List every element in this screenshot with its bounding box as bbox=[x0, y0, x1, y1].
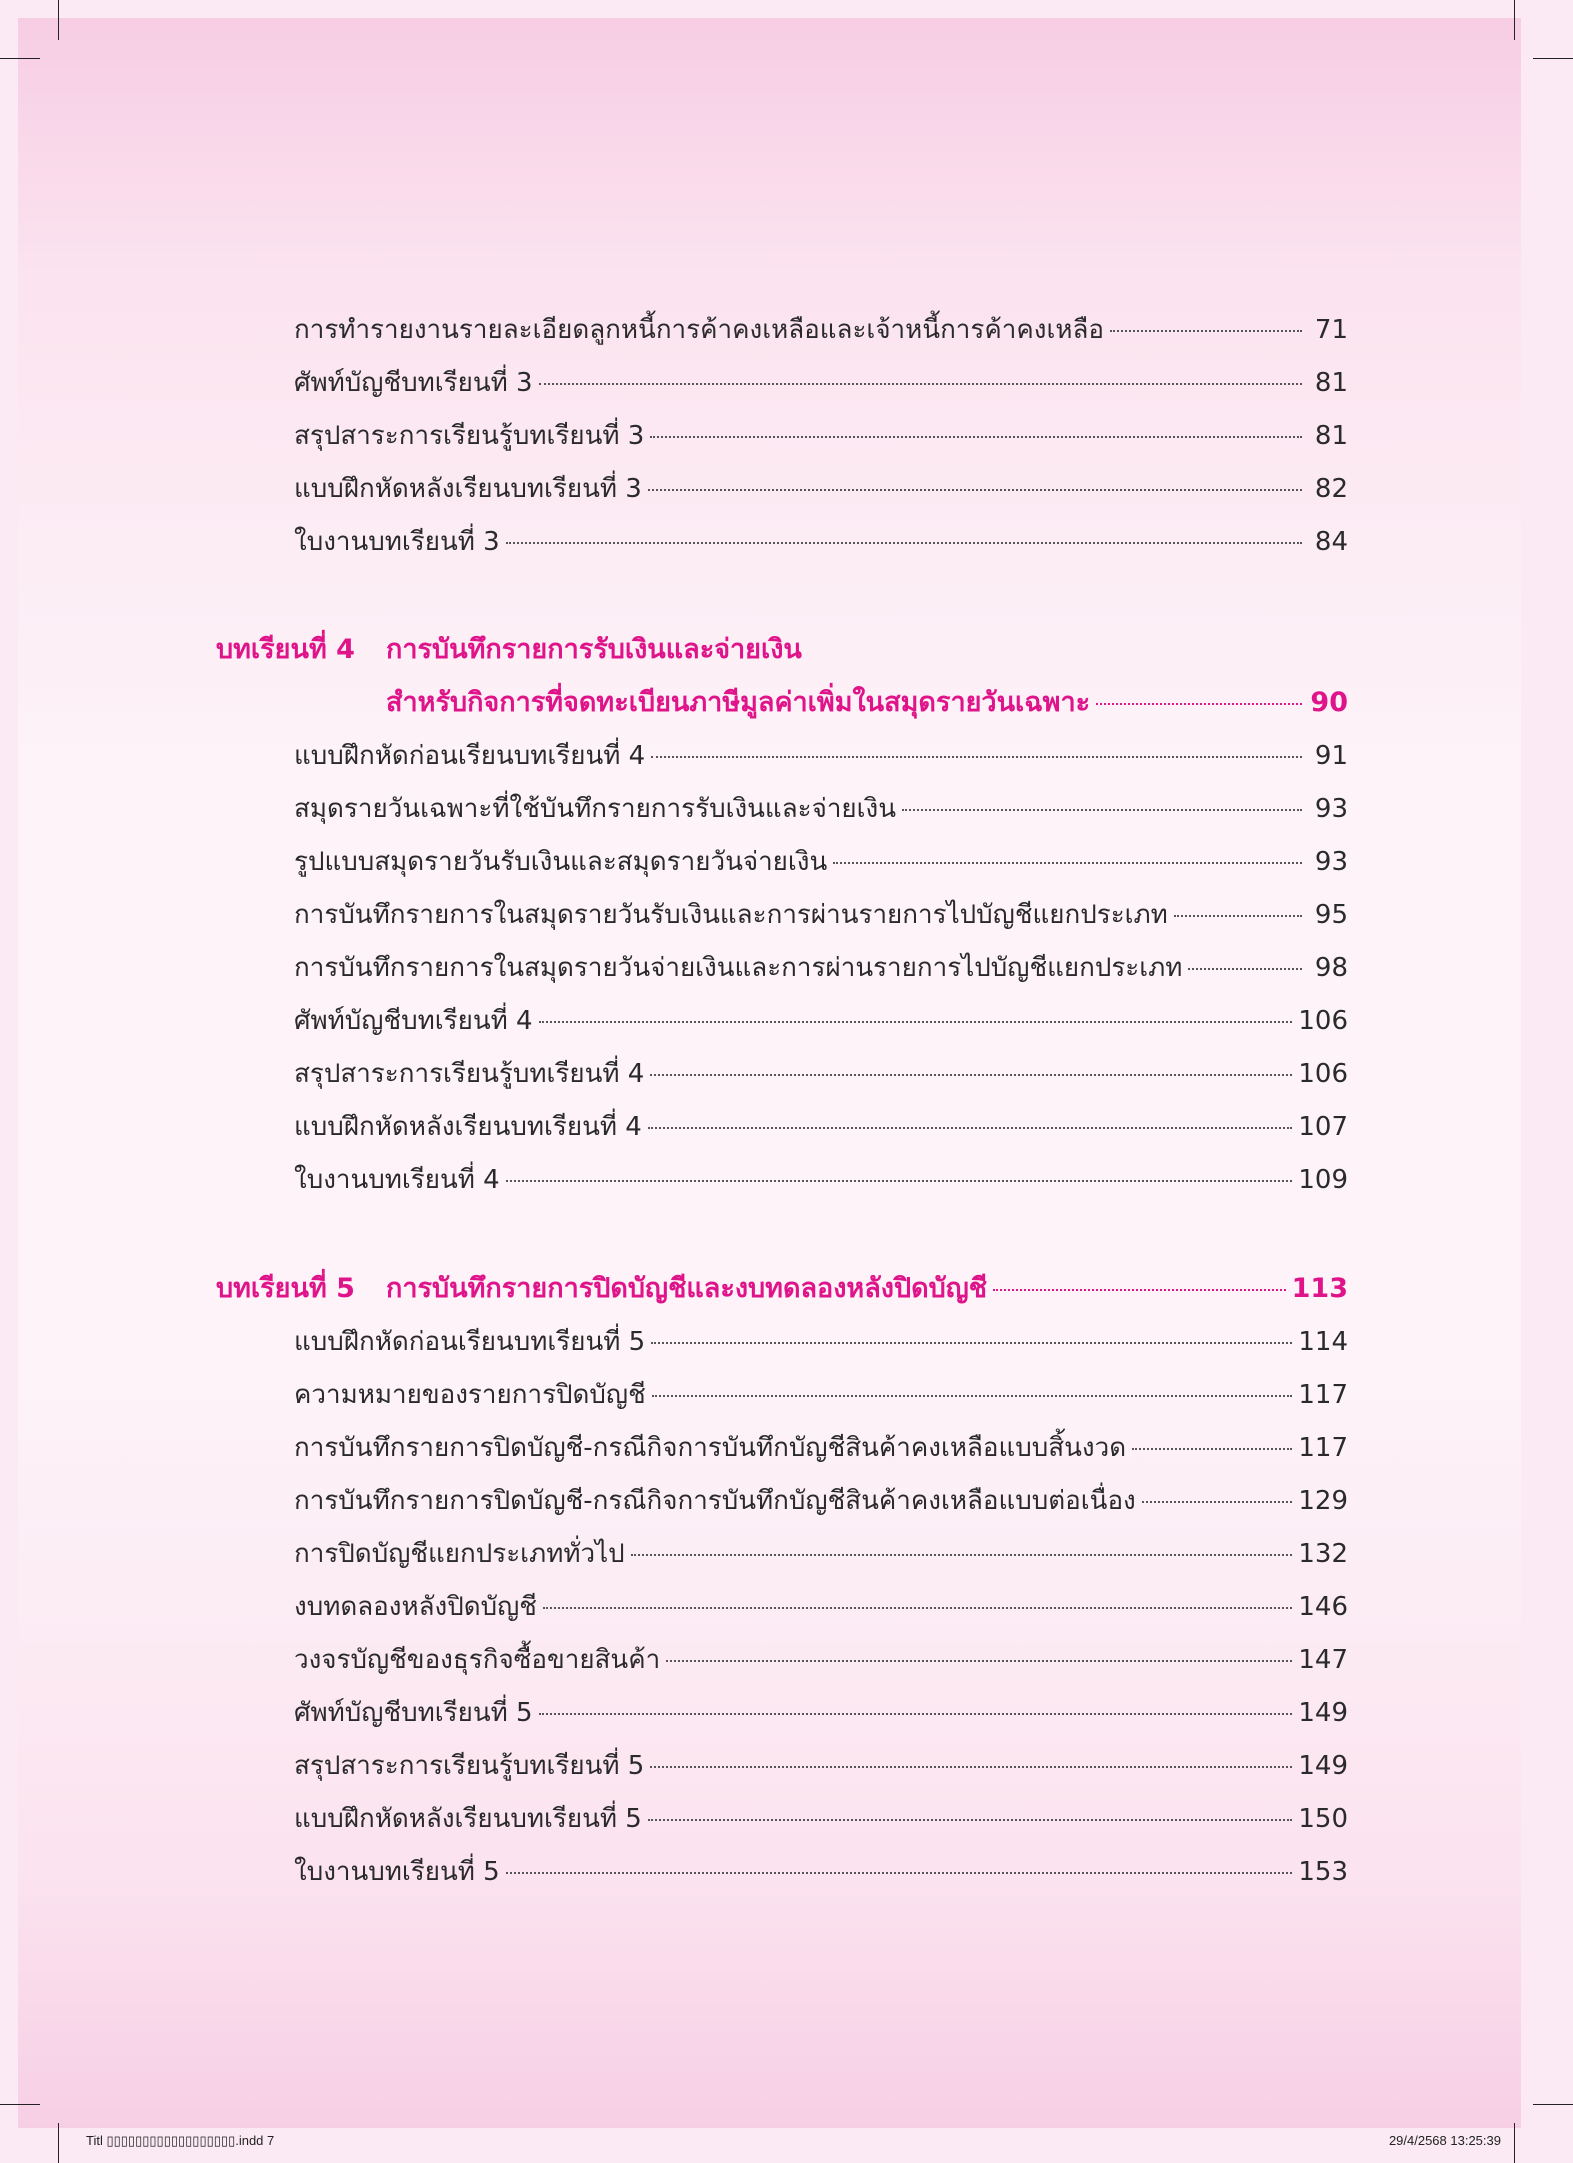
toc-entry-page: 129 bbox=[1298, 1486, 1348, 1516]
print-slug bbox=[0, 2125, 1573, 2155]
toc-entry[interactable] bbox=[294, 1741, 1348, 1791]
toc-entry-page: 91 bbox=[1314, 741, 1348, 771]
toc-entry[interactable] bbox=[294, 1317, 1348, 1367]
toc-entry-label: การทำรายงานรายละเอียดลูกหนี้การค้าคงเหลือและเจ้าหนี้การค้าคงเหลือ bbox=[294, 315, 1105, 345]
toc-entry-page: 93 bbox=[1314, 847, 1348, 877]
chapter-5-heading[interactable] bbox=[216, 1264, 1348, 1314]
toc-entry-label: ศัพท์บัญชีบทเรียนที่ 3 bbox=[294, 368, 533, 398]
toc-entry-page: 117 bbox=[1298, 1433, 1348, 1463]
chapter-number: บทเรียนที่ 5 bbox=[216, 1273, 355, 1304]
dot-leader bbox=[651, 755, 1302, 758]
chapter-4-heading[interactable] bbox=[216, 625, 802, 675]
dot-leader bbox=[902, 808, 1302, 811]
toc-entry[interactable] bbox=[294, 1049, 1348, 1099]
toc-entry-label: แบบฝึกหัดหลังเรียนบทเรียนที่ 3 bbox=[294, 474, 642, 504]
dot-leader bbox=[648, 1818, 1293, 1821]
dot-leader bbox=[666, 1659, 1292, 1662]
chapter-title: สำหรับกิจการที่จดทะเบียนภาษีมูลค่าเพิ่มในสมุดรายวันเฉพาะ bbox=[386, 687, 1091, 718]
toc-entry-page: 146 bbox=[1298, 1592, 1348, 1622]
toc-entry[interactable] bbox=[294, 1102, 1348, 1152]
toc-entry-page: 149 bbox=[1298, 1698, 1348, 1728]
toc-entry-label: แบบฝึกหัดหลังเรียนบทเรียนที่ 5 bbox=[294, 1804, 642, 1834]
toc-entry-label: การบันทึกรายการปิดบัญชี-กรณีกิจการบันทึกบัญชีสินค้าคงเหลือแบบสิ้นงวด bbox=[294, 1433, 1127, 1463]
toc-entry-label: ใบงานบทเรียนที่ 5 bbox=[294, 1857, 500, 1887]
toc-entry[interactable] bbox=[294, 1476, 1348, 1526]
dot-leader bbox=[833, 861, 1302, 864]
dot-leader bbox=[506, 541, 1302, 544]
toc-entry-page: 107 bbox=[1298, 1112, 1348, 1142]
dot-leader bbox=[631, 1553, 1293, 1556]
toc-entry[interactable] bbox=[294, 1688, 1348, 1738]
toc-entry-label: สรุปสาระการเรียนรู้บทเรียนที่ 4 bbox=[294, 1059, 645, 1089]
toc-entry[interactable] bbox=[294, 784, 1348, 834]
dot-leader bbox=[506, 1179, 1293, 1182]
toc-entry-page: 117 bbox=[1298, 1380, 1348, 1410]
dot-leader bbox=[1174, 914, 1302, 917]
toc-entry[interactable] bbox=[294, 1847, 1348, 1897]
toc-entry-label: ความหมายของรายการปิดบัญชี bbox=[294, 1380, 646, 1410]
dot-leader bbox=[1188, 967, 1302, 970]
toc-entry-label: แบบฝึกหัดก่อนเรียนบทเรียนที่ 5 bbox=[294, 1327, 646, 1357]
dot-leader bbox=[506, 1871, 1293, 1874]
slug-filename: Titl ▯▯▯▯▯▯▯▯▯▯▯▯▯▯▯▯▯▯.indd 7 bbox=[86, 2133, 275, 2148]
toc-entry-page: 106 bbox=[1298, 1006, 1348, 1036]
toc-entry-page: 109 bbox=[1298, 1165, 1348, 1195]
dot-leader bbox=[650, 1073, 1292, 1076]
toc-entry[interactable] bbox=[294, 1529, 1348, 1579]
dot-leader bbox=[650, 1765, 1292, 1768]
toc-entry[interactable] bbox=[294, 1423, 1348, 1473]
dot-leader bbox=[650, 435, 1302, 438]
toc-entry-label: สรุปสาระการเรียนรู้บทเรียนที่ 3 bbox=[294, 421, 645, 451]
toc-entry-label: การบันทึกรายการปิดบัญชี-กรณีกิจการบันทึกบัญชีสินค้าคงเหลือแบบต่อเนื่อง bbox=[294, 1486, 1136, 1516]
toc-entry-label: ใบงานบทเรียนที่ 4 bbox=[294, 1165, 500, 1195]
toc-entry[interactable] bbox=[294, 305, 1348, 355]
toc-entry-page: 84 bbox=[1314, 527, 1348, 557]
toc-entry-label: แบบฝึกหัดก่อนเรียนบทเรียนที่ 4 bbox=[294, 741, 646, 771]
chapter-4-heading-line2[interactable] bbox=[386, 678, 1348, 728]
toc-entry[interactable] bbox=[294, 837, 1348, 887]
toc-entry-label: สรุปสาระการเรียนรู้บทเรียนที่ 5 bbox=[294, 1751, 645, 1781]
toc-entry[interactable] bbox=[294, 464, 1348, 514]
toc-entry-page: 98 bbox=[1314, 953, 1348, 983]
dot-leader bbox=[539, 1020, 1293, 1023]
chapter-number: บทเรียนที่ 4 bbox=[216, 634, 355, 665]
dot-leader bbox=[1142, 1500, 1293, 1503]
toc-entry-page: 114 bbox=[1298, 1327, 1348, 1357]
toc-entry[interactable] bbox=[294, 411, 1348, 461]
toc-entry-page: 150 bbox=[1298, 1804, 1348, 1834]
slug-timestamp: 29/4/2568 13:25:39 bbox=[1388, 2133, 1501, 2148]
chapter-title: การบันทึกรายการปิดบัญชีและงบทดลองหลังปิดบัญชี bbox=[386, 1273, 988, 1304]
toc-entry-page: 153 bbox=[1298, 1857, 1348, 1887]
toc-entry[interactable] bbox=[294, 358, 1348, 408]
toc-entry-page: 71 bbox=[1314, 315, 1348, 345]
chapter-page: 90 bbox=[1310, 687, 1348, 718]
chapter-title-wrap bbox=[216, 1264, 987, 1314]
toc-entry-page: 82 bbox=[1314, 474, 1348, 504]
toc-entry-label: ศัพท์บัญชีบทเรียนที่ 4 bbox=[294, 1006, 533, 1036]
toc-entry[interactable] bbox=[294, 517, 1348, 567]
toc-entry-page: 147 bbox=[1298, 1645, 1348, 1675]
toc-entry-label: การปิดบัญชีแยกประเภททั่วไป bbox=[294, 1539, 625, 1569]
dot-leader bbox=[1096, 702, 1302, 705]
toc-entry[interactable] bbox=[294, 943, 1348, 993]
toc-entry-label: แบบฝึกหัดหลังเรียนบทเรียนที่ 4 bbox=[294, 1112, 642, 1142]
toc-entry-label: การบันทึกรายการในสมุดรายวันจ่ายเงินและการผ่านรายการไปบัญชีแยกประเภท bbox=[294, 953, 1183, 983]
dot-leader bbox=[651, 1341, 1292, 1344]
toc-entry[interactable] bbox=[294, 890, 1348, 940]
toc-entry[interactable] bbox=[294, 1370, 1348, 1420]
dot-leader bbox=[539, 382, 1302, 385]
dot-leader bbox=[993, 1288, 1286, 1291]
dot-leader bbox=[648, 488, 1302, 491]
toc-entry-label: งบทดลองหลังปิดบัญชี bbox=[294, 1592, 537, 1622]
dot-leader bbox=[539, 1712, 1293, 1715]
dot-leader bbox=[1132, 1447, 1292, 1450]
dot-leader bbox=[543, 1606, 1292, 1609]
toc-entry-label: การบันทึกรายการในสมุดรายวันรับเงินและการผ่านรายการไปบัญชีแยกประเภท bbox=[294, 900, 1168, 930]
toc-entry-page: 106 bbox=[1298, 1059, 1348, 1089]
toc-entry-label: ใบงานบทเรียนที่ 3 bbox=[294, 527, 500, 557]
toc-entry-page: 81 bbox=[1314, 421, 1348, 451]
toc-entry[interactable] bbox=[294, 731, 1348, 781]
toc-entry-label: รูปแบบสมุดรายวันรับเงินและสมุดรายวันจ่ายเงิน bbox=[294, 847, 828, 877]
dot-leader bbox=[652, 1394, 1293, 1397]
toc-entry[interactable] bbox=[294, 1635, 1348, 1685]
toc-entry[interactable] bbox=[294, 1582, 1348, 1632]
toc-entry[interactable] bbox=[294, 1794, 1348, 1844]
dot-leader bbox=[1110, 329, 1302, 332]
toc-entry-page: 132 bbox=[1298, 1539, 1348, 1569]
toc-entry-label: สมุดรายวันเฉพาะที่ใช้บันทึกรายการรับเงินและจ่ายเงิน bbox=[294, 794, 897, 824]
chapter-page: 113 bbox=[1291, 1273, 1348, 1304]
toc-entry-page: 149 bbox=[1298, 1751, 1348, 1781]
toc-entry-page: 93 bbox=[1314, 794, 1348, 824]
toc-entry-page: 95 bbox=[1314, 900, 1348, 930]
toc-entry-page: 81 bbox=[1314, 368, 1348, 398]
toc-entry[interactable] bbox=[294, 996, 1348, 1046]
dot-leader bbox=[648, 1126, 1293, 1129]
toc-entry-label: ศัพท์บัญชีบทเรียนที่ 5 bbox=[294, 1698, 533, 1728]
chapter-title: การบันทึกรายการรับเงินและจ่ายเงิน bbox=[386, 634, 802, 665]
toc-entry[interactable] bbox=[294, 1155, 1348, 1205]
toc-entry-label: วงจรบัญชีของธุรกิจซื้อขายสินค้า bbox=[294, 1645, 661, 1675]
